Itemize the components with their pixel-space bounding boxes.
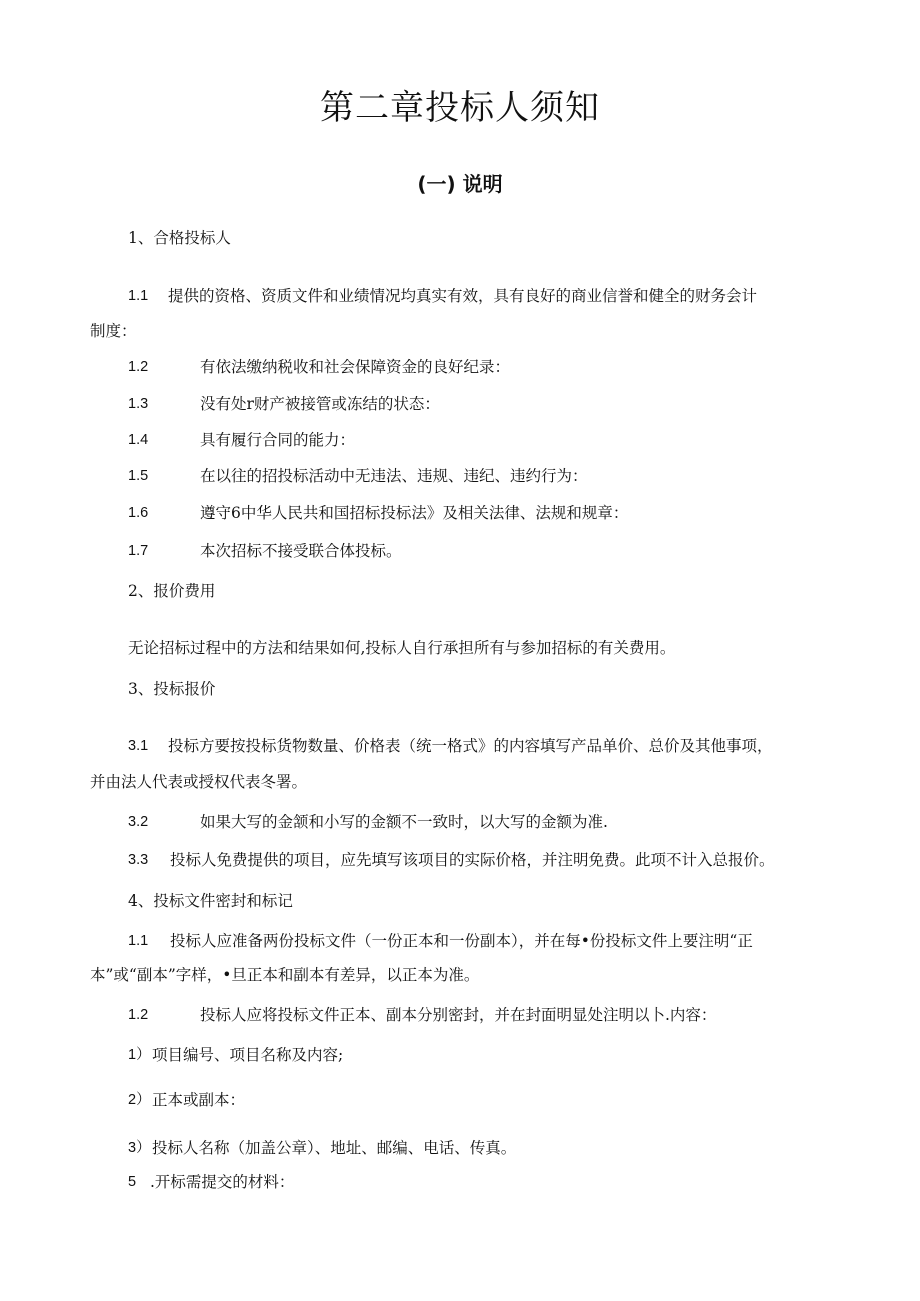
clause-text-continued: 并由法人代表或授权代表冬署。	[90, 773, 308, 791]
clause-number: 3.3	[128, 852, 149, 868]
section-heading-bid-price: 3、投标报价	[128, 680, 216, 698]
clause-number: 1.2	[128, 359, 149, 375]
section-heading-bid-cost: 2、报价费用	[128, 582, 216, 600]
list-number: 2）	[128, 1092, 151, 1108]
list-item: 投标人名称（加盖公章）、地址、邮编、电话、传真。	[152, 1139, 517, 1157]
list-item: 正本或副本：	[152, 1091, 246, 1109]
clause-text-continued: 制度：	[90, 322, 137, 340]
clause-text: 投标人免费提供的项目，应先填写该项目的实际价格，并注明免费。此项不计入总报价。	[170, 851, 775, 869]
clause-text: 在以往的招投标活动中无违法、违规、违纪、违约行为：	[200, 467, 588, 485]
clause-text: 如果大写的金颔和小写的金额不一致时，以大写的金额为准.	[200, 813, 608, 831]
list-number: 1）	[128, 1047, 151, 1063]
clause-number: 1.5	[128, 468, 149, 484]
clause-number: 3.1	[128, 738, 149, 754]
clause-number: 1.1	[128, 288, 149, 304]
clause-text: 投标方要按投标货物数量、价格表（统一格式》的内容填写产品单价、总价及其他事项，	[168, 737, 773, 755]
clause-number: 1.7	[128, 543, 149, 559]
clause-number: 3.2	[128, 814, 149, 830]
list-number: 3）	[128, 1140, 151, 1156]
clause-text-continued: 本”或“副本”字样，•旦正本和副本有差异，以正本为准。	[90, 966, 480, 984]
clause-text: 没有处r财产被接管或冻结的状态：	[200, 395, 440, 413]
section-subtitle: (一) 说明	[417, 172, 503, 196]
page-title: 第二章投标人须知	[320, 88, 600, 128]
clause-text: 投标人应将投标文件正本、副本分别密封，并在封面明显处注明以卜.内容：	[200, 1006, 717, 1024]
clause-text: 本次招标不接受联合体投标。	[200, 542, 402, 560]
section-number: 5	[128, 1174, 137, 1190]
clause-text: 投标人应准备两份投标文件（一份正本和一份副本），并在每•份投标文件上要注明“正	[170, 932, 753, 950]
section-heading-eligible-bidder: 1、合格投标人	[128, 229, 231, 247]
clause-text: 遵守6中华人民共和国招标投标法》及相关法律、法规和规章：	[200, 504, 629, 522]
clause-text: 有依法缴纳税收和社会保障资金的良好纪录：	[200, 358, 511, 376]
clause-number: 1.1	[128, 933, 149, 949]
clause-number: 1.6	[128, 505, 149, 521]
section-heading-opening-materials: .开标需提交的材料：	[150, 1173, 295, 1191]
clause-number: 1.2	[128, 1007, 149, 1023]
clause-text: 提供的资格、资质文件和业绩情况均真实有效，具有良好的商业信誉和健全的财务会计	[168, 287, 758, 305]
list-item: 项目编号、项目名称及内容;	[152, 1046, 344, 1064]
clause-number: 1.4	[128, 432, 149, 448]
section-heading-sealing: 4、投标文件密封和标记	[128, 892, 293, 910]
clause-number: 1.3	[128, 396, 149, 412]
clause-text: 具有履行合同的能力：	[200, 431, 356, 449]
paragraph-bid-cost: 无论招标过程中的方法和结果如何,投标人自行承担所有与参加招标的有关费用。	[128, 639, 676, 657]
